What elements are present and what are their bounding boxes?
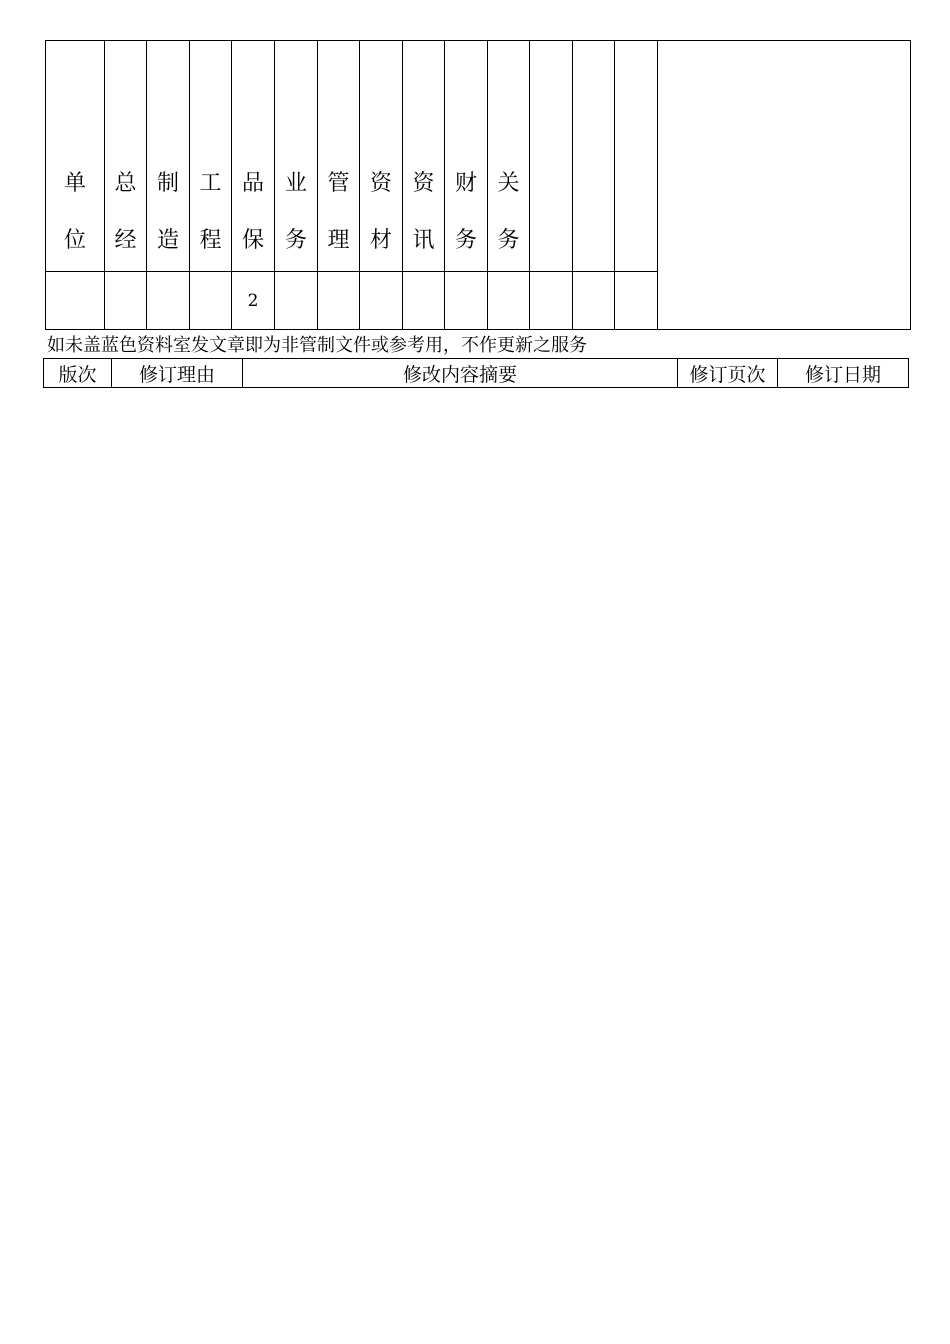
dept-header-sales: 业 务 bbox=[275, 41, 318, 272]
dept-header-manufacturing: 制 造 bbox=[147, 41, 190, 272]
dept-header-blank-2 bbox=[573, 41, 615, 272]
count-cell-quality: 2 bbox=[232, 272, 275, 330]
dept-header-customs: 关 务 bbox=[488, 41, 530, 272]
dept-header-blank-1 bbox=[530, 41, 573, 272]
count-cell bbox=[530, 272, 573, 330]
count-cell bbox=[318, 272, 360, 330]
dept-header-finance: 财 务 bbox=[445, 41, 488, 272]
header-revision-reason: 修订理由 bbox=[112, 359, 243, 388]
dept-header-materials: 资 材 bbox=[360, 41, 403, 272]
count-cell bbox=[615, 272, 658, 330]
distribution-table bbox=[45, 40, 911, 330]
dept-header-management: 管 理 bbox=[318, 41, 360, 272]
dept-header-unit: 单 位 bbox=[46, 41, 105, 272]
department-header-row bbox=[46, 41, 911, 272]
uncontrolled-document-notice: 如未盖蓝色资料室发文章即为非管制文件或参考用，不作更新之服务 bbox=[47, 335, 587, 356]
revision-header-row bbox=[44, 359, 909, 388]
dept-header-quality: 品 保 bbox=[232, 41, 275, 272]
dept-header-it: 资 讯 bbox=[403, 41, 445, 272]
header-revision-date: 修订日期 bbox=[778, 359, 909, 388]
count-cell bbox=[275, 272, 318, 330]
dept-header-engineering: 工 程 bbox=[190, 41, 232, 272]
header-change-summary: 修改内容摘要 bbox=[243, 359, 678, 388]
revision-history-table bbox=[43, 358, 909, 388]
count-cell bbox=[147, 272, 190, 330]
count-cell bbox=[105, 272, 147, 330]
stamp-area bbox=[658, 41, 911, 330]
header-revised-pages: 修订页次 bbox=[678, 359, 778, 388]
header-version: 版次 bbox=[44, 359, 112, 388]
count-cell bbox=[403, 272, 445, 330]
count-cell bbox=[190, 272, 232, 330]
count-cell bbox=[488, 272, 530, 330]
count-cell bbox=[46, 272, 105, 330]
count-cell bbox=[360, 272, 403, 330]
count-cell bbox=[573, 272, 615, 330]
dept-header-general-manager: 总 经 bbox=[105, 41, 147, 272]
count-cell bbox=[445, 272, 488, 330]
dept-header-blank-3 bbox=[615, 41, 658, 272]
